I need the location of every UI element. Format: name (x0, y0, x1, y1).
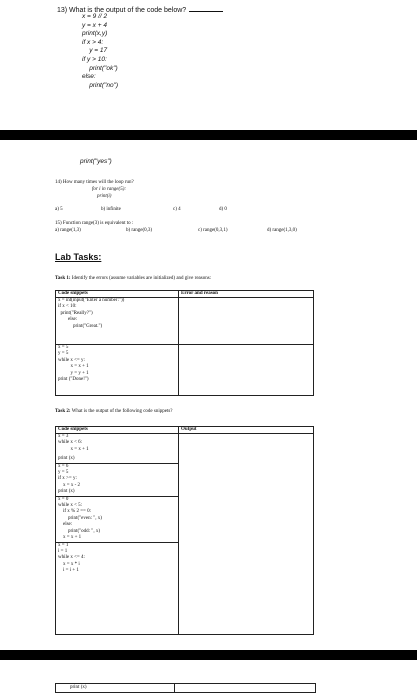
q15-option-d: d) range(1,3,0) (267, 228, 297, 233)
code-line: print (x) (70, 685, 87, 690)
task-1-instruction (55, 276, 211, 281)
task-2-table (55, 426, 314, 635)
code-snippet (56, 298, 179, 345)
code-line: for i in range(5): (92, 187, 127, 192)
code-line: y = 5 (58, 351, 69, 357)
code-line: x = x * i (58, 561, 80, 567)
table-header-code: Code snippets (56, 291, 179, 298)
code-line: x = 1 (58, 542, 69, 548)
q14-option-c: c) 4 (173, 207, 181, 212)
code-snippet (56, 345, 179, 396)
code-line: if x > 4: (82, 38, 104, 46)
code-line: print("no") (82, 81, 119, 89)
question-13-code (82, 13, 118, 90)
code-line: print("Really?") (58, 310, 93, 316)
q15-option-a: a) range(1,3) (55, 228, 81, 233)
code-line: x = int(input("Enter a number:")) (58, 298, 125, 303)
answer-cell[interactable] (179, 345, 314, 396)
task-2-instruction (55, 409, 173, 414)
code-line: y = x + 4 (82, 21, 107, 29)
code-line: print ("Done!") (58, 377, 89, 383)
task-2-table-continued (55, 683, 316, 693)
code-line: print("Great.") (58, 323, 103, 329)
code-line: print (x) (58, 489, 75, 495)
question-14-code (92, 187, 126, 200)
q15-option-c: c) range(0,3,1) (198, 228, 228, 233)
question-13-text: 13) What is the output of the code below? (57, 7, 187, 14)
task-2-text: What is the output of the following code snippets? (70, 409, 173, 414)
q15-option-b: b) range(0,3) (126, 228, 153, 233)
code-line: x = x - 2 (58, 482, 80, 488)
question-15: 15) Function range(3) is equivalent to : (55, 221, 134, 226)
code-line: if x >= y: (58, 476, 77, 482)
code-line: i = i + 1 (58, 568, 79, 574)
code-line: x = 3 (58, 434, 69, 439)
code-line: while x < 6: (58, 440, 83, 446)
table-row (56, 345, 314, 396)
page-lab-tasks (0, 140, 417, 650)
page-question-13 (0, 0, 417, 130)
code-line: x = 6 (58, 463, 69, 469)
code-line: while x <= y: (58, 357, 85, 363)
q14-option-b: b) infinite (101, 207, 121, 212)
task-2-label: Task 2: (55, 409, 71, 414)
code-line: if x < 10: (58, 304, 77, 310)
table-header-code: Code snippets (56, 427, 179, 434)
code-line: x = 5 (58, 345, 69, 350)
task-1-table (55, 290, 314, 396)
answer-blank (189, 5, 223, 12)
code-line: else: (82, 73, 96, 81)
code-line: print("odd: ", x) (58, 528, 100, 534)
code-line: if y > 10: (82, 55, 107, 63)
code-line: x = 0 (58, 496, 69, 502)
lab-tasks-heading: Lab Tasks: (55, 252, 102, 262)
code-snippet-column (56, 434, 179, 635)
question-13-code-continued: print("yes") (80, 158, 112, 165)
code-line: i = 1 (58, 548, 68, 554)
code-line: print("even: ", x) (58, 515, 102, 521)
code-line: else: (58, 317, 78, 323)
q14-option-d: d) 0 (219, 207, 227, 212)
code-line: while x <= 4: (58, 555, 85, 561)
answer-cell[interactable] (179, 298, 314, 345)
task-1-label: Task 1: (55, 276, 71, 281)
code-line: else: (58, 522, 73, 528)
table-row (56, 434, 314, 635)
code-line: y = y + 1 (58, 370, 89, 376)
code-line: print(i) (92, 193, 112, 199)
table-row (56, 298, 314, 345)
code-line: y = 5 (58, 470, 69, 476)
q14-option-a: a) 5 (55, 207, 63, 212)
code-line: if x % 2 == 0: (58, 509, 91, 515)
code-line: print("ok") (82, 64, 118, 72)
output-cell[interactable] (179, 434, 314, 635)
task-1-text: Identify the errors (assume variables are initialized) and give reasons: (70, 276, 212, 281)
code-line: while x < 5: (58, 503, 83, 509)
code-line: x = 9 // 2 (82, 13, 108, 20)
code-line: x = x + 1 (58, 535, 82, 541)
code-line: y = 17 (82, 47, 108, 55)
table-header-error: Error and reason (179, 291, 314, 298)
code-line: x = x + 1 (58, 446, 89, 452)
column-divider (174, 684, 175, 692)
code-line: print(x,y) (82, 30, 108, 38)
page-continuation (0, 660, 417, 700)
code-line: print (x) (58, 456, 75, 462)
code-line: x = x + 1 (58, 364, 89, 370)
table-header-output: Output (179, 427, 314, 434)
question-14: 14) How many times will the loop run? (55, 180, 134, 185)
